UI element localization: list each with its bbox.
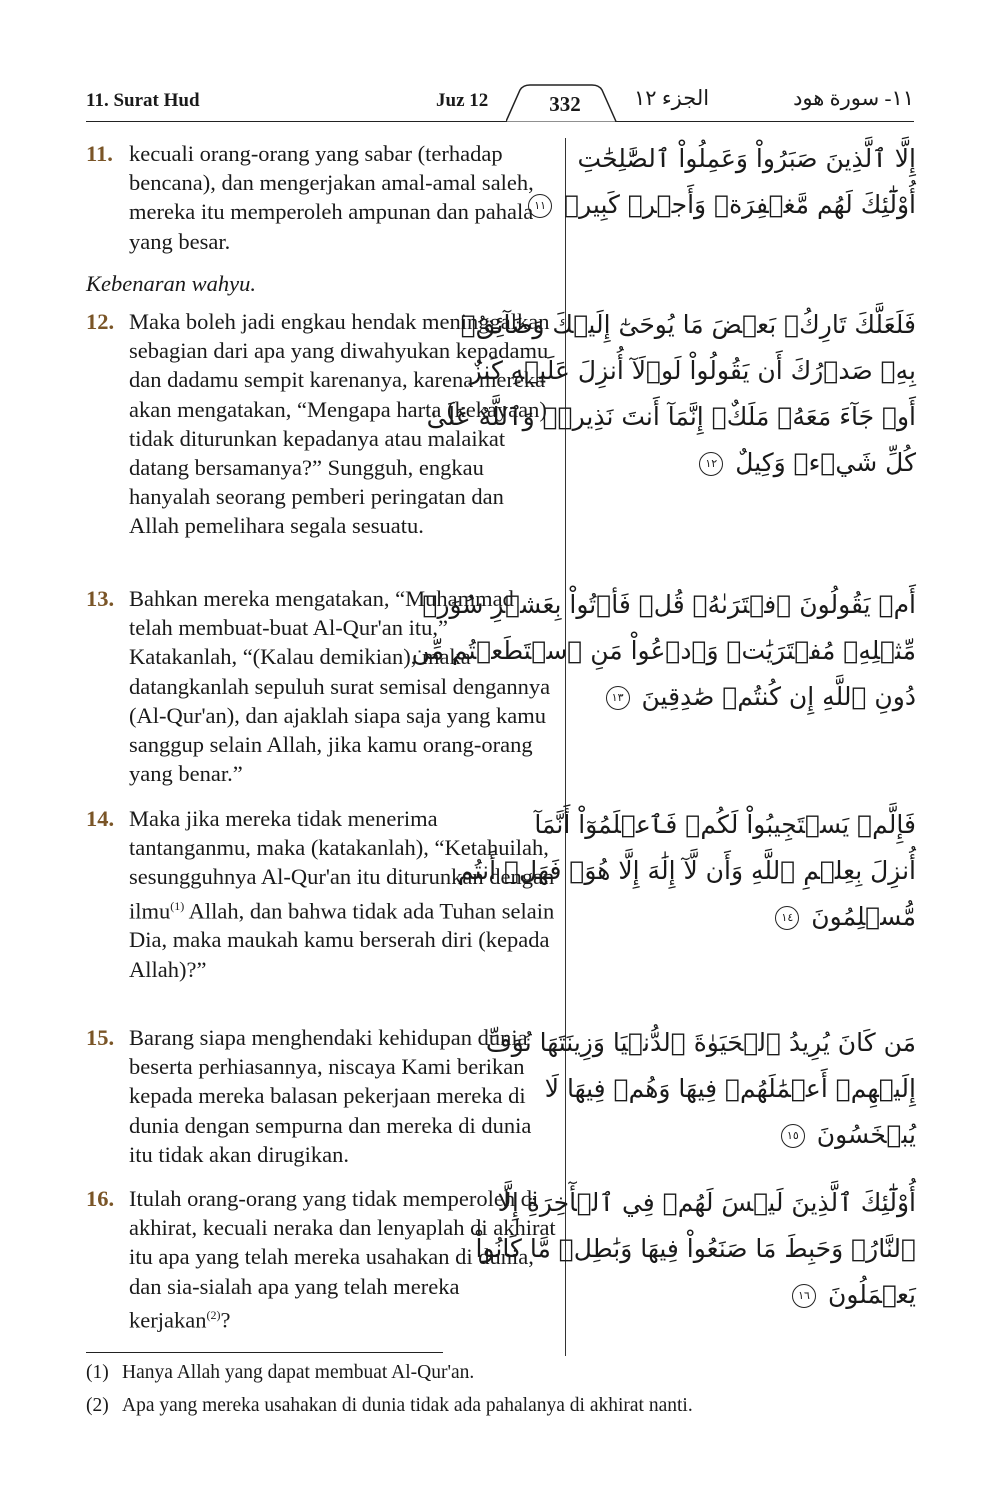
ayah-text: Maka boleh jadi engkau hendak meninggalkan sebagian dari apa yang diwahyukan kepadamu dan dadamu sempit karenanya, karena mereka akan mengatakan, “Mengapa harta (kekayaan) tidak diturunkan kepadanya atau malaikat datang bersamanya?” Sungguh, engkau hanyalah seorang pemberi peringatan dan Allah pemelihara segala sesuatu. xyxy=(129,309,550,539)
surah-title-arabic: ١١- سورة هود xyxy=(793,86,914,110)
ayah-number: 13. xyxy=(86,586,115,611)
surah-title-latin: 11. Surat Hud xyxy=(86,90,200,111)
ayah-arabic-11: إِلَّا ٱلَّذِينَ صَبَرُواْ وَعَمِلُواْ ٱلصَّٰلِحَٰتِ أُوْلَٰٓئِكَ لَهُم مَّغۡفِرَةٞ وَأَجۡرٞ كَبِيرٞ ١١ xyxy=(586,136,916,228)
ayah-end-marker: ١٦ xyxy=(792,1284,816,1308)
ayah-text: Barang siapa menghendaki kehidupan dunia beserta perhiasannya, niscaya Kami berikan kepada mereka balasan pekerjaan mereka di dunia dengan sempurna dan mereka di dunia itu tidak akan dirugikan. xyxy=(129,1025,532,1167)
ayah-translation-11 xyxy=(86,139,558,256)
ayah-arabic-12: فَلَعَلَّكَ تَارِكُۢ بَعۡضَ مَا يُوحَىٰٓ إِلَيۡكَ وَضَآئِقُۢ بِهِۦ صَدۡرُكَ أَن يَقُولُواْ لَوۡلَآ أُنزِلَ عَلَيۡهِ كَنزٌ أَوۡ جَآءَ مَعَهُۥ مَلَكٌۚ إِنَّمَآ أَنتَ نَذِيرٞۚ وَٱللَّهُ عَلَىٰ كُلِّ شَيۡءٖ وَكِيلٌ ١٢ xyxy=(426,310,916,477)
footnote-ref: (1) xyxy=(170,898,185,913)
ayah-arabic-13: أَمۡ يَقُولُونَ ٱفۡتَرَىٰهُۖ قُلۡ فَأۡتُواْ بِعَشۡرِ سُوَرٖ مِّثۡلِهِۦ مُفۡتَرَيَٰتٖ وَٱدۡعُواْ مَنِ ٱسۡتَطَعۡتُم مِّن دُونِ ٱللَّهِ إِن كُنتُمۡ صَٰدِقِينَ ١٣ xyxy=(411,590,916,711)
ayah-end-marker: ١١ xyxy=(528,194,552,218)
ayah-end-marker: ١٢ xyxy=(699,452,723,476)
ayah-text: Itulah orang-orang yang tidak memperoleh di akhirat, kecuali neraka dan lenyaplah di akhirat itu apa yang telah mereka usahakan di dunia, dan sia-sialah apa yang telah mereka kerjakan$^{(2)}$? xyxy=(129,1186,556,1333)
ayah-arabic-15: مَن كَانَ يُرِيدُ ٱلۡحَيَوٰةَ ٱلدُّنۡيَا وَزِينَتَهَا نُوَفِّ إِلَيۡهِمۡ أَعۡمَٰلَهُمۡ فِيهَا وَهُمۡ فِيهَا لَا يُبۡخَسُونَ ١٥ xyxy=(485,1028,916,1149)
ayah-arabic-16: أُوْلَٰٓئِكَ ٱلَّذِينَ لَيۡسَ لَهُمۡ فِي ٱلۡأٓخِرَةِ إِلَّا ٱلنَّارُۖ وَحَبِطَ مَا صَنَعُواْ فِيهَا وَبَٰطِلٞ مَّا كَانُواْ يَعۡمَلُونَ ١٦ xyxy=(475,1188,916,1309)
ayah-text: Bahkan mereka mengatakan, “Muhammad telah membuat-buat Al-Qur'an itu,” Katakanlah, “(Kalau demikian), maka datangkanlah sepuluh surat semisal dengannya (Al-Qur'an), dan ajaklah siapa saja yang kamu sanggup selain Allah, jika kamu orang-orang yang benar.” xyxy=(129,586,551,787)
page-number: 332 xyxy=(549,92,581,116)
ayah-number: 14. xyxy=(86,806,115,831)
ayah-end-marker: ١٤ xyxy=(775,906,799,930)
section-subheading: Kebenaran wahyu. xyxy=(86,271,256,296)
footnote-rule xyxy=(86,1352,443,1353)
ayah-number: 15. xyxy=(86,1025,115,1050)
ayah-arabic-14: فَإِلَّمۡ يَسۡتَجِيبُواْ لَكُمۡ فَٱعۡلَمُوٓاْ أَنَّمَآ أُنزِلَ بِعِلۡمِ ٱللَّهِ وَأَن لَّآ إِلَٰهَ إِلَّا هُوَۖ فَهَلۡ أَنتُم مُّسۡلِمُونَ ١٤ xyxy=(457,810,916,931)
ayah-text: kecuali orang-orang yang sabar (terhadap bencana), dan mengerjakan amal-amal saleh, mereka itu memperoleh ampunan dan pahala yang besar. xyxy=(129,141,534,254)
header-rule xyxy=(86,121,914,122)
footnote-ref: (2) xyxy=(206,1307,221,1322)
page-header xyxy=(86,84,914,124)
ayah-end-marker: ١٥ xyxy=(781,1124,805,1148)
juz-label-latin: Juz 12 xyxy=(436,90,489,111)
juz-label-arabic: الجزء ١٢ xyxy=(634,86,710,110)
footnote-1: (1) Hanya Allah yang dapat membuat Al-Qur'an. xyxy=(86,1362,475,1383)
ayah-end-marker: ١٣ xyxy=(606,686,630,710)
ayah-number: 11. xyxy=(86,141,113,166)
ayah-number: 12. xyxy=(86,309,115,334)
footnote-2: (2) Apa yang mereka usahakan di dunia tidak ada pahalanya di akhirat nanti. xyxy=(86,1395,693,1416)
ayah-text: Maka jika mereka tidak menerima tantanganmu, maka (katakanlah), “Ketahuilah, sesungguhnya Al-Qur'an itu diturunkan dengan ilmu$^{(1)}$ Allah, dan bahwa tidak ada Tuhan selain Dia, maka maukah kamu berserah diri (kepada Allah)?” xyxy=(129,806,555,982)
ayah-number: 16. xyxy=(86,1186,115,1211)
